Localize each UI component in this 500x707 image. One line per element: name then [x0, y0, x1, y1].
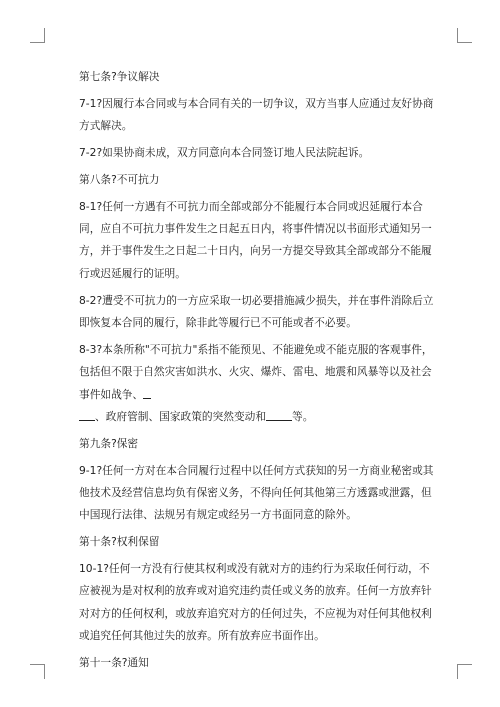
clause-7-2: 7-2?如果协商未成，双方同意向本合同签订地人民法院起诉。 — [79, 146, 370, 159]
clause-8-3-text-c: 等。 — [292, 410, 314, 424]
crop-mark-bottom-left — [30, 664, 45, 679]
clause-8-3 — [79, 339, 435, 429]
fill-in-blank — [266, 408, 292, 421]
document-body — [79, 66, 435, 674]
clause-10-1: 10-1?任何一方没有行使其权利或没有就对方的违约行为采取任何行动，不应被视为是对权利的放弃或对追究违约责任或义务的放弃。任何一方放弃针对对方的任何权利，或放弃追究对方的任何过失，不应视为对任何其他权利或追究任何其他过失的放弃。所有放弃应书面作出。 — [79, 562, 432, 643]
crop-mark-top-left — [30, 28, 45, 43]
fill-in-blank — [143, 386, 151, 399]
crop-mark-bottom-right — [457, 664, 472, 679]
clause-8-3-text-b: 、政府管制、国家政策的突然变动和 — [95, 410, 267, 424]
section-heading-11: 第十一条?通知 — [79, 656, 149, 670]
fill-in-blank — [79, 408, 95, 421]
section-heading-9: 第九条?保密 — [79, 436, 139, 450]
clause-7-1: 7-1?因履行本合同或与本合同有关的一切争议，双方当事人应通过友好协商方式解决。 — [79, 96, 434, 133]
section-heading-10: 第十条?权利保留 — [79, 535, 160, 549]
section-heading-8: 第八条?不可抗力 — [79, 172, 160, 186]
clause-8-2: 8-2?遭受不可抗力的一方应采取一切必要措施减少损失，并在事件消除后立即恢复本合同的履行，除非此等履行已不可能或者不必要。 — [79, 293, 434, 330]
clause-9-1: 9-1?任何一方对在本合同履行过程中以任何方式获知的另一方商业秘密或其他技术及经营信息均负有保密义务，不得向任何其他第三方透露或泄露，但中国现行法律、法规另有规定或经另一方书面同意的除外。 — [79, 463, 434, 522]
clause-8-3-text-a: 8-3?本条所称"不可抗力"系指不能预见、不能避免或不能克服的客观事件，包括但不限于自然灾害如洪水、火灾、爆炸、雷电、地震和风暴等以及社会事件如战争、 — [79, 342, 433, 401]
section-heading-7: 第七条?争议解决 — [79, 70, 160, 83]
crop-mark-top-right — [457, 28, 472, 43]
clause-8-1: 8-1?任何一方遇有不可抗力而全部或部分不能履行本合同或迟延履行本合同，应自不可抗力事件发生之日起五日内，将事件情况以书面形式通知另一方，并于事件发生之日起二十日内，向另一方提交导致其全部或部分不能履行或迟延履行的证明。 — [79, 199, 432, 280]
